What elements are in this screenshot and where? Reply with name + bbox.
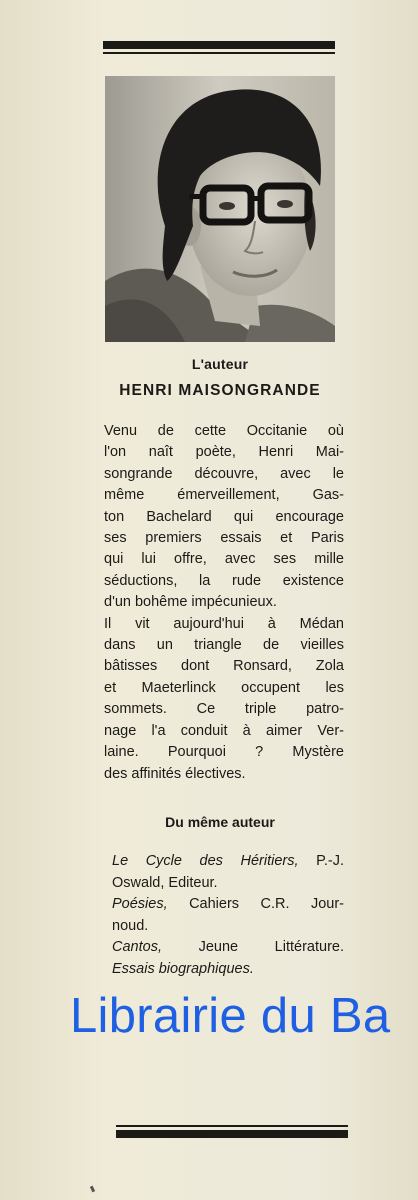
bio-line: même émerveillement, Gas- (104, 487, 344, 504)
author-portrait (105, 76, 335, 342)
author-biography (104, 421, 344, 785)
work-title: Le Cycle des Héritiers, (112, 853, 299, 869)
work-title: Cantos, (112, 939, 162, 956)
bio-line: des affinités électives. (104, 765, 246, 782)
author-label: L'auteur (191, 356, 249, 372)
bio-line: d'un bohême impécunieux. (104, 594, 277, 611)
bio-line: nage l'a conduit à aimer Ver- (104, 722, 344, 739)
work-publisher: noud. (112, 917, 149, 934)
bio-line: songrande découvre, avec le (104, 465, 344, 482)
works-line (112, 894, 344, 916)
bio-line: bâtisses dont Ronsard, Zola (104, 658, 344, 675)
author-name: HENRI MAISONGRANDE (119, 382, 321, 399)
bio-line: sommets. Ce triple patro- (104, 701, 344, 718)
works-line (112, 873, 344, 895)
work-publisher: Cahiers C.R. Jour- (167, 896, 344, 913)
bookshop-watermark: Librairie du Ba (70, 989, 391, 1043)
bio-line: Il vit aujourd'hui à Médan (104, 615, 344, 632)
bio-line: Venu de cette Occitanie où (104, 423, 344, 439)
bio-line: laine. Pourquoi ? Mystère (104, 744, 344, 761)
works-line (112, 959, 344, 981)
work-title: Poésies, (112, 896, 168, 913)
author-portrait-photo (105, 76, 335, 342)
top-rule-thin (103, 52, 335, 54)
works-heading: Du même auteur (165, 814, 275, 830)
bio-line: et Maeterlinck occupent les (104, 679, 344, 696)
works-line (112, 851, 344, 873)
bio-line: l'on naît poète, Henri Mai- (104, 444, 344, 461)
bio-line: qui lui offre, avec ses mille (104, 551, 344, 568)
work-publisher: Jeune Littérature. (161, 939, 344, 956)
bio-line: séductions, la rude existence (104, 572, 344, 589)
bio-line: ses premiers essais et Paris (104, 530, 344, 547)
bio-line: ton Bachelard qui encourage (104, 508, 344, 525)
bottom-rule-thick (116, 1130, 348, 1138)
bio-line: dans un triangle de vieilles (104, 637, 344, 654)
work-publisher: P.-J. (298, 853, 345, 869)
works-line (112, 937, 344, 959)
works-line (112, 916, 344, 938)
work-publisher: Oswald, Editeur. (112, 874, 218, 891)
bottom-rule-thin (116, 1125, 348, 1127)
top-rule-thick (103, 41, 335, 49)
work-title: Essais biographiques. (112, 960, 254, 977)
works-list (112, 851, 344, 981)
